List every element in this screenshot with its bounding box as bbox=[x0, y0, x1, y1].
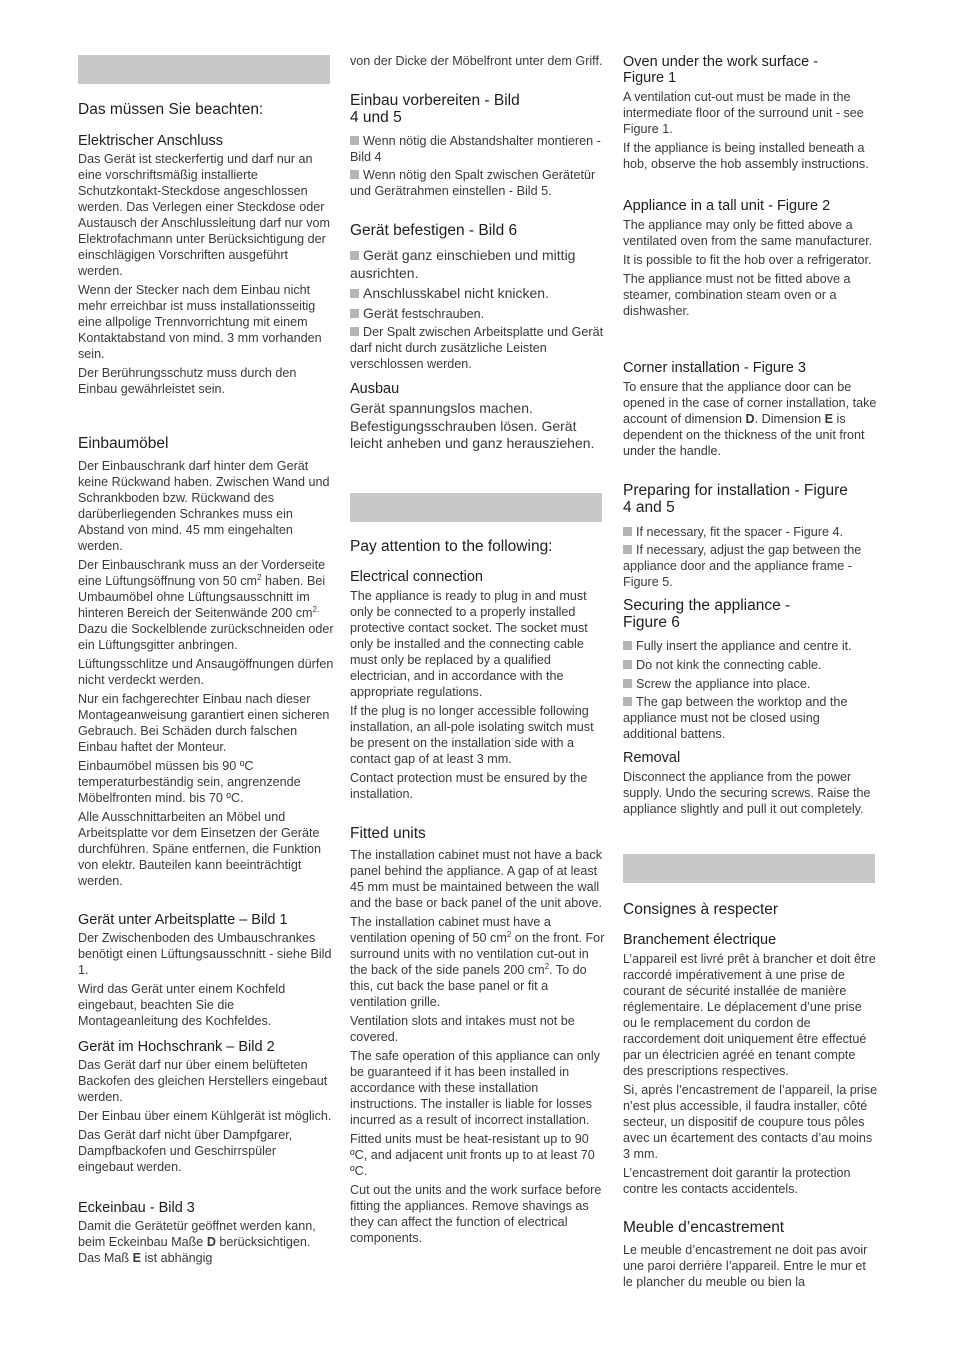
heading-figure-2: Appliance in a tall unit - Figure 2 bbox=[623, 198, 831, 214]
section-bild-3 bbox=[78, 1200, 334, 1266]
text: Wenn nötig den Spalt zwischen Gerätetür und Gerätrahmen einstellen - Bild 5. bbox=[350, 168, 596, 198]
bullet-item bbox=[350, 167, 604, 199]
heading-einbaumoebel: Einbaumöbel bbox=[78, 435, 169, 452]
section-header-bar-english bbox=[350, 493, 602, 522]
paragraph: Le meuble d’encastrement ne doit pas avoir une paroi derrière l’appareil. Entre le mur et le plancher du meuble ou bien la bbox=[623, 1243, 868, 1289]
section-bild-1 bbox=[78, 912, 334, 1029]
section-figure-1 bbox=[623, 54, 877, 172]
square-bullet-icon bbox=[623, 697, 632, 706]
text: Gerät ganz einschieben und mittig ausrichten. bbox=[350, 247, 576, 281]
heading-einbau-vorbereiten: Einbau vorbereiten - Bild 4 und 5 bbox=[350, 92, 520, 126]
text: festschrauben. bbox=[398, 306, 485, 321]
heading-figure-3: Corner installation - Figure 3 bbox=[623, 360, 806, 376]
paragraph: Wenn der Stecker nach dem Einbau nicht mehr erreichbar ist muss installationsseitig eine allpolige Trennvorrichtung mit einem Kontaktabstand von mind. 3 mm vorhanden sein. bbox=[78, 283, 322, 361]
paragraph: Cut out the units and the work surface before fitting the appliances. Remove shavings as they can affect the function of electrical components. bbox=[350, 1183, 602, 1245]
dimension-label-e: E bbox=[824, 412, 834, 426]
main-heading-german: Das müssen Sie beachten: bbox=[78, 101, 264, 118]
paragraph-continued: von der Dicke der Möbelfront unter dem Griff. bbox=[350, 54, 603, 68]
bullet-item bbox=[623, 524, 877, 540]
paragraph bbox=[78, 1218, 334, 1266]
text: Dazu die Sockelblende zurückschneiden oder ein Lüftungsgitter anbringen. bbox=[78, 622, 334, 652]
paragraph: Nur ein fachgerechter Einbau nach dieser Montageanweisung garantiert einen sicheren Gebrauch. Bei Schäden durch falschen Einbau haftet der Monteur. bbox=[78, 692, 330, 754]
heading-removal: Removal bbox=[623, 750, 681, 766]
paragraph bbox=[78, 557, 334, 653]
text: Fully insert the appliance and centre it. bbox=[636, 639, 852, 653]
superscript: 2 bbox=[257, 572, 262, 582]
section-einbaumoebel bbox=[78, 435, 334, 889]
paragraph: The appliance may only be fitted above a ventilated oven from the same manufacturer. bbox=[623, 218, 873, 248]
section-geraet-befestigen bbox=[350, 222, 606, 372]
superscript: 2 bbox=[506, 929, 512, 939]
square-bullet-icon bbox=[623, 527, 632, 536]
paragraph: If the appliance is being installed beneath a hob, observe the hob assembly instructions. bbox=[623, 141, 869, 171]
text: on the front. For surround units with no ventilation cut-out in the back of the side panels 200 cm bbox=[350, 931, 605, 977]
paragraph: Der Berührungsschutz muss durch den Einbau gewährleistet sein. bbox=[78, 366, 297, 396]
paragraph: Lüftungsschlitze und Ansaugöffnungen dürfen nicht verdeckt werden. bbox=[78, 657, 334, 687]
dimension-label-e: E bbox=[132, 1251, 141, 1265]
section-einbau-vorbereiten bbox=[350, 92, 604, 199]
paragraph: Fitted units must be heat-resistant up to 90 ºC, and adjacent unit fronts up to at least 70 ºC. bbox=[350, 1132, 595, 1178]
text: Screw the appliance into place. bbox=[636, 677, 811, 691]
text: Wenn nötig die Abstandshalter montieren - Bild 4 bbox=[350, 134, 601, 164]
section-bild-2 bbox=[78, 1039, 334, 1175]
square-bullet-icon bbox=[350, 170, 359, 179]
paragraph: Si, après l’encastrement de l’appareil, la prise n’est plus accessible, il faudra installer, côté secteur, un dispositif de coupure tous pôles avec un écartement des contacts d’au moins 3 mm. bbox=[623, 1083, 878, 1161]
bullet-item bbox=[623, 638, 877, 654]
paragraph: Disconnect the appliance from the power supply. Undo the securing screws. Raise the appliance slightly and pull it out completely. bbox=[623, 770, 871, 816]
paragraph: Alle Ausschnittarbeiten an Möbel und Arbeitsplatte vor dem Einsetzen der Geräte durchführen. Späne entfernen, die Funktion von elektr. Bauteilen kann beeinträchtigt werden. bbox=[78, 810, 321, 888]
square-bullet-icon bbox=[350, 136, 359, 145]
paragraph bbox=[623, 379, 877, 459]
text: The installation cabinet must have a ventilation opening of 50 cm bbox=[350, 915, 551, 945]
paragraph: Einbaumöbel müssen bis 90 ºC temperaturbeständig sein, angrenzende Möbelfronten mind. bis 70 ºC. bbox=[78, 759, 301, 805]
text: Damit die Gerätetür geöffnet werden kann, beim Eckeinbau Maße bbox=[78, 1219, 316, 1249]
paragraph: L’appareil est livré prêt à brancher et doit être raccordé impérativement à une prise de courant de sécurité installée de manière réglementaire. Le déplacement d’une prise ou le remplacement du cordon de raccordement doit uniquement être effectué par un électricien agréé en tenant compte des prescriptions respectives. bbox=[623, 952, 876, 1078]
bullet-item bbox=[623, 542, 877, 590]
paragraph: If the plug is no longer accessible following installation, an all-pole isolating switch must be present on the installation side with a contact gap of at least 3 mm. bbox=[350, 704, 594, 766]
bullet-item bbox=[350, 305, 606, 322]
dimension-label-d: D bbox=[206, 1235, 216, 1249]
paragraph: Der Einbauschrank darf hinter dem Gerät keine Rückwand haben. Zwischen Wand und Schrankboden bzw. Rückwand des darüberliegenden Schrankes muss ein Abstand von mind. 45 mm eingehalten werden. bbox=[78, 459, 330, 553]
paragraph: The appliance must not be fitted above a steamer, combination steam oven or a dishwasher. bbox=[623, 272, 851, 318]
paragraph: Der Zwischenboden des Umbauschrankes benötigt einen Lüftungsausschnitt - siehe Bild 1. bbox=[78, 931, 332, 977]
text: haben. Bei Umbaumöbel ohne Lüftungsausschnitt im hinteren Bereich der Seitenwände 200 cm bbox=[78, 574, 326, 620]
paragraph: Der Einbau über einem Kühlgerät ist möglich. bbox=[78, 1109, 332, 1123]
paragraph: It is possible to fit the hob over a refrigerator. bbox=[623, 253, 872, 267]
section-meuble-encastrement bbox=[623, 1219, 879, 1290]
section-branchement-electrique bbox=[623, 932, 879, 1197]
heading-meuble-encastrement: Meuble d’encastrement bbox=[623, 1219, 785, 1236]
bullet-item bbox=[623, 676, 877, 692]
section-figure-2 bbox=[623, 198, 877, 319]
heading-branchement-electrique: Branchement électrique bbox=[623, 932, 777, 948]
heading-bild-1: Gerät unter Arbeitsplatte – Bild 1 bbox=[78, 912, 288, 928]
text: If necessary, adjust the gap between the appliance door and the appliance frame - Figure 5. bbox=[623, 543, 862, 589]
text: Der Einbauschrank muss an der Vorderseite eine Lüftungsöffnung von 50 cm bbox=[78, 558, 326, 588]
square-bullet-icon bbox=[350, 327, 359, 336]
heading-fitted-units: Fitted units bbox=[350, 825, 426, 842]
heading-bild-2: Gerät im Hochschrank – Bild 2 bbox=[78, 1039, 275, 1055]
bullet-item bbox=[350, 133, 604, 165]
superscript: 2. bbox=[312, 604, 320, 614]
paragraph: The appliance is ready to plug in and must only be connected to a properly installed protective contact socket. The socket must only be installed and the connecting cable must only be replaced by a qualified electrician, and in accordance with the appropriate regulations. bbox=[350, 589, 588, 699]
text: Gerät bbox=[363, 304, 399, 321]
paragraph: Das Gerät ist steckerfertig und darf nur an eine vorschriftsmäßig installierte Schutzkontakt-Steckdose angeschlossen werden. Das Verlegen einer Steckdose oder Austausch der Anschlussleitung darf nur vom Elektrofachmann unter Berücksichtigung der einschlägigen Vorschriften ausgeführt werden. bbox=[78, 152, 331, 278]
text: ist abhängig bbox=[141, 1251, 213, 1265]
text: . To do this, cut back the base panel or fit a ventilation grille. bbox=[350, 963, 587, 1009]
dimension-label-d: D bbox=[745, 412, 755, 426]
bullet-item bbox=[623, 657, 877, 673]
square-bullet-icon bbox=[623, 660, 632, 669]
paragraph: Das Gerät darf nicht über Dampfgarer, Dampfbackofen und Geschirrspüler eingebaut werden. bbox=[78, 1128, 293, 1174]
paragraph: Wird das Gerät unter einem Kochfeld eingebaut, beachten Sie die Montageanleitung des Kochfeldes. bbox=[78, 982, 286, 1028]
paragraph: The safe operation of this appliance can only be guaranteed if it has been installed in accordance with these installation instructions. The installer is liable for losses incurred as a result of incorrect installation. bbox=[350, 1049, 600, 1127]
bullet-item bbox=[350, 247, 606, 282]
main-heading-english: Pay attention to the following: bbox=[350, 538, 553, 555]
heading-geraet-befestigen: Gerät befestigen - Bild 6 bbox=[350, 222, 518, 239]
square-bullet-icon bbox=[350, 309, 359, 318]
main-heading-french: Consignes à respecter bbox=[623, 901, 779, 918]
section-header-bar-german bbox=[78, 55, 330, 84]
section-ausbau bbox=[350, 381, 606, 453]
section-preparing-installation bbox=[623, 482, 877, 590]
paragraph: Gerät spannungslos machen. Befestigungsschrauben lösen. Gerät leicht anheben und ganz herausziehen. bbox=[350, 400, 595, 451]
heading-elektrischer-anschluss: Elektrischer Anschluss bbox=[78, 133, 224, 149]
bullet-item bbox=[350, 285, 606, 303]
text: To ensure that the appliance door can be opened in the case of corner installation, take account of dimension bbox=[623, 380, 877, 426]
heading-securing-appliance: Securing the appliance - Figure 6 bbox=[623, 597, 791, 631]
section-removal bbox=[623, 750, 877, 817]
paragraph: Contact protection must be ensured by the installation. bbox=[350, 771, 588, 801]
square-bullet-icon bbox=[623, 545, 632, 554]
section-elektrischer-anschluss bbox=[78, 133, 334, 397]
square-bullet-icon bbox=[623, 641, 632, 650]
square-bullet-icon bbox=[623, 679, 632, 688]
text: berücksichtigen. Das Maß bbox=[78, 1235, 311, 1265]
section-electrical-connection bbox=[350, 569, 606, 802]
paragraph: The installation cabinet must not have a back panel behind the appliance. A gap of at least 45 mm must be maintained between the wall and the base or back panel of the unit above. bbox=[350, 848, 603, 910]
heading-bild-3: Eckeinbau - Bild 3 bbox=[78, 1200, 195, 1216]
superscript: 2 bbox=[544, 961, 550, 971]
section-fitted-units bbox=[350, 825, 606, 1246]
square-bullet-icon bbox=[350, 251, 359, 260]
paragraph bbox=[350, 914, 606, 1010]
bullet-item bbox=[350, 324, 606, 372]
heading-preparing-installation: Preparing for installation - Figure 4 and 5 bbox=[623, 482, 848, 516]
heading-electrical-connection: Electrical connection bbox=[350, 569, 483, 585]
paragraph: Ventilation slots and intakes must not be covered. bbox=[350, 1014, 575, 1044]
paragraph: L’encastrement doit garantir la protection contre les contacts accidentels. bbox=[623, 1166, 851, 1196]
section-securing-appliance bbox=[623, 597, 877, 742]
text: is dependent on the thickness of the unit front under the handle. bbox=[623, 412, 865, 458]
paragraph: A ventilation cut-out must be made in the intermediate floor of the surround unit - see Figure 1. bbox=[623, 90, 864, 136]
square-bullet-icon bbox=[350, 289, 359, 298]
heading-figure-1: Oven under the work surface - Figure 1 bbox=[623, 54, 819, 86]
paragraph: Das Gerät darf nur über einem belüfteten Backofen des gleichen Herstellers eingebaut werden. bbox=[78, 1058, 328, 1104]
section-figure-3 bbox=[623, 360, 877, 459]
text: Der Spalt zwischen Arbeitsplatte und Gerät darf nicht durch zusätzliche Leisten verschlossen werden. bbox=[350, 324, 604, 371]
text: Anschlusskabel nicht knicken. bbox=[363, 285, 549, 301]
section-header-bar-french bbox=[623, 854, 875, 883]
text: . Dimension bbox=[754, 412, 825, 426]
text: If necessary, fit the spacer - Figure 4. bbox=[636, 525, 843, 539]
text: Do not kink the connecting cable. bbox=[636, 658, 822, 672]
heading-ausbau: Ausbau bbox=[350, 381, 400, 397]
bullet-item bbox=[623, 694, 877, 742]
text: The gap between the worktop and the appliance must not be closed using additional battens. bbox=[623, 695, 848, 741]
